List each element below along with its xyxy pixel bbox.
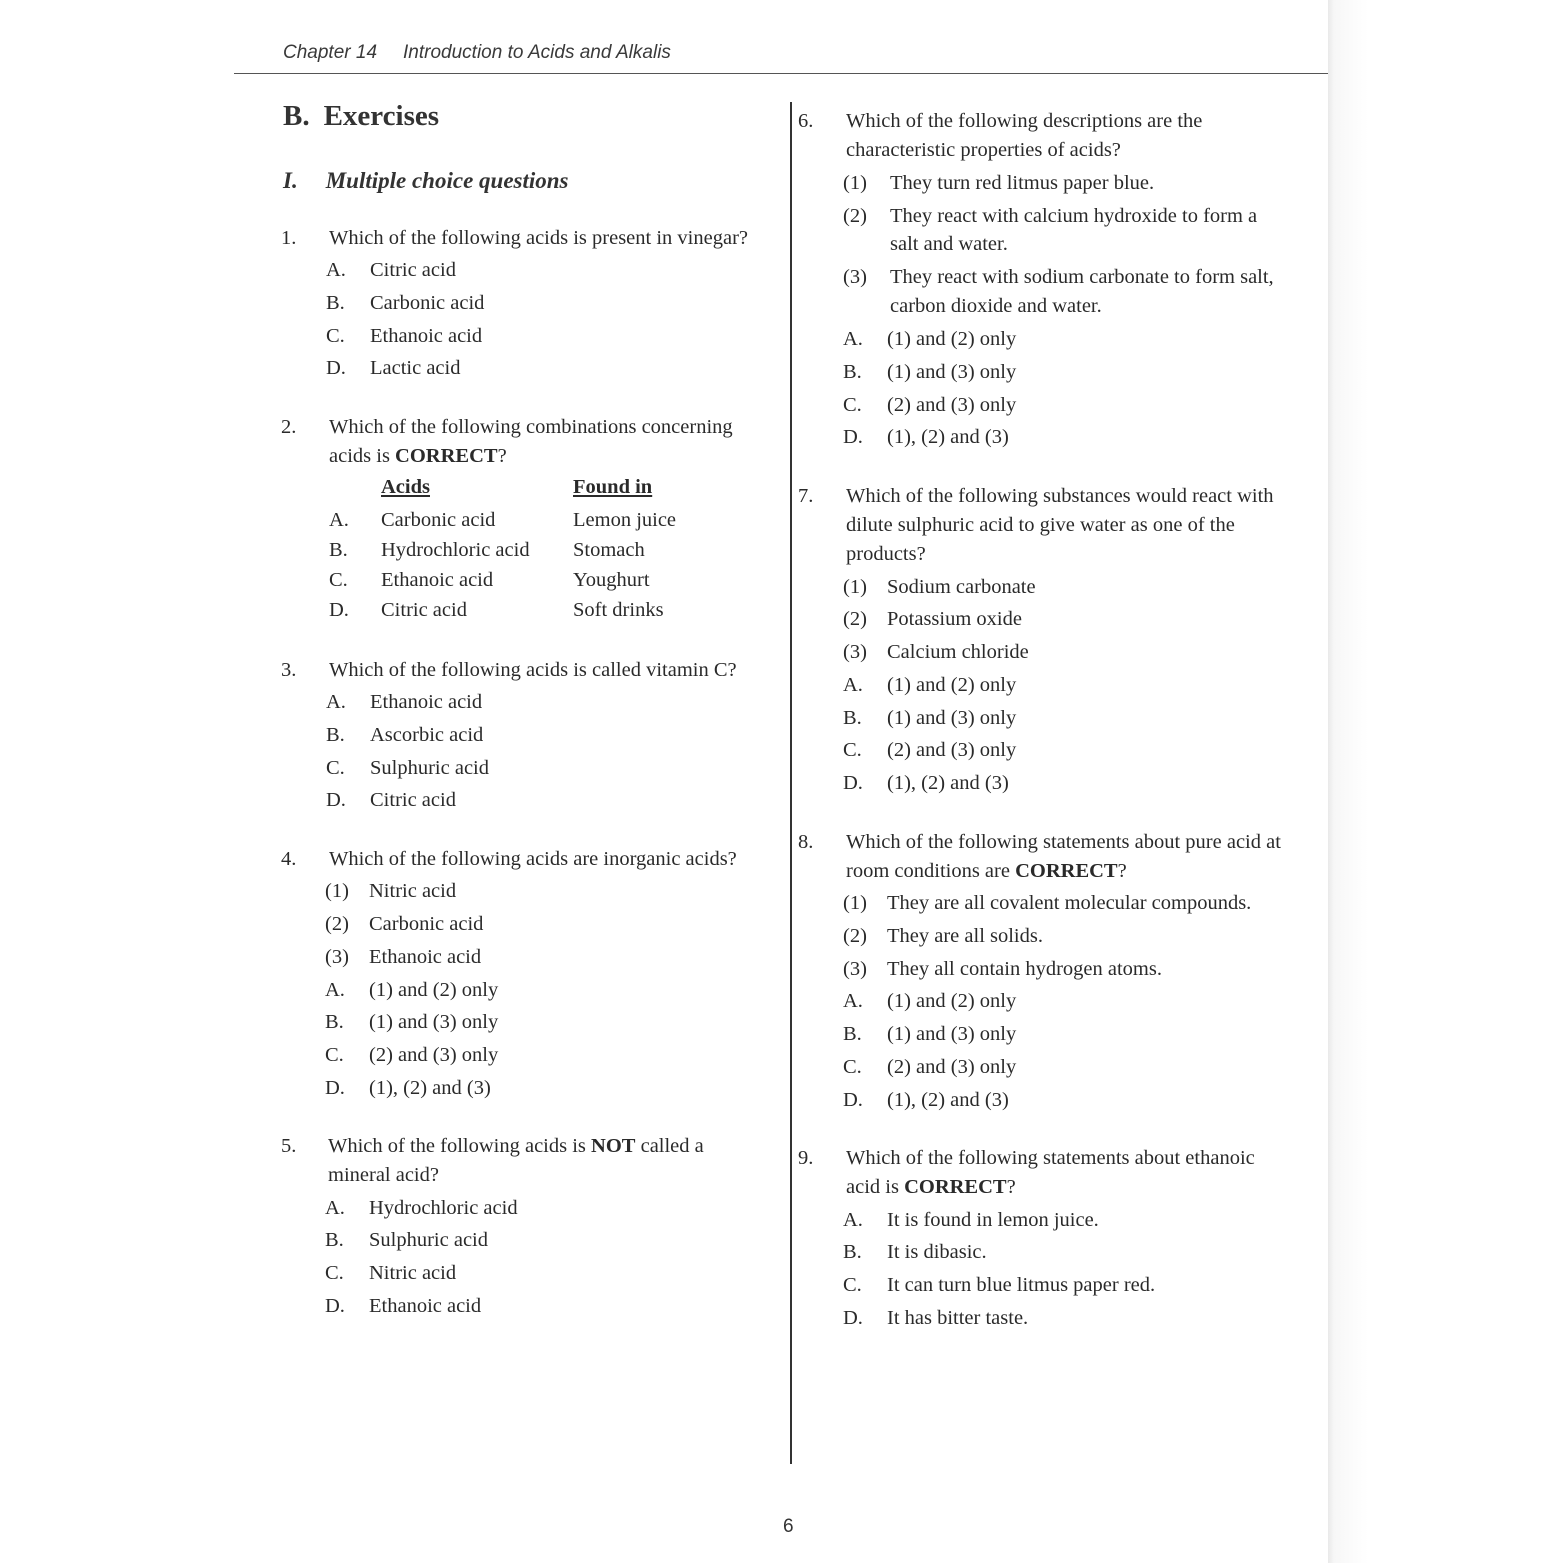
option-label: C.: [326, 325, 345, 347]
statement-text: Potassium oxide: [887, 608, 1022, 630]
option-text: (1) and (2) only: [887, 328, 1017, 350]
option-text: Lactic acid: [370, 357, 461, 379]
column-header-found-in: Found in: [573, 476, 653, 498]
option-label: B.: [325, 1011, 344, 1033]
option-label: C.: [843, 739, 862, 761]
statement-text: Ethanoic acid: [369, 946, 482, 968]
option-label: D.: [326, 357, 346, 379]
option-text: (2) and (3) only: [887, 1056, 1017, 1078]
option-text: Nitric acid: [369, 1262, 457, 1284]
statement-label: (1): [843, 172, 867, 194]
section-title-text: Exercises: [323, 100, 440, 132]
statement-label: (3): [843, 266, 867, 288]
option-acid: Hydrochloric acid: [381, 539, 530, 561]
option-found-in: Youghurt: [573, 569, 650, 591]
option-text: (1) and (2) only: [369, 979, 499, 1001]
column-divider: [790, 102, 792, 1464]
option-text: Ethanoic acid: [370, 691, 483, 713]
statement-text: Sodium carbonate: [887, 576, 1036, 598]
option-label: C.: [329, 569, 348, 591]
header-title: Introduction to Acids and Alkalis: [403, 42, 671, 63]
option-label: D.: [843, 426, 863, 448]
question-number: 9.: [798, 1147, 814, 1169]
option-text: Citric acid: [370, 259, 456, 281]
question-text-line2: dilute sulphuric acid to give water as one of the: [846, 514, 1235, 536]
statement-text: Carbonic acid: [369, 913, 484, 935]
statement-label: (3): [843, 958, 867, 980]
statement-text-line1: They react with sodium carbonate to form salt,: [890, 266, 1274, 288]
question-text-line1: Which of the following acids is NOT called a: [328, 1135, 704, 1157]
question-number: 1.: [281, 227, 297, 249]
question-text-line2: acid is CORRECT?: [846, 1176, 1016, 1198]
option-text: Hydrochloric acid: [369, 1197, 518, 1219]
question-text-line2: acids is CORRECT?: [329, 445, 507, 467]
option-label: A.: [843, 674, 863, 696]
question-number: 4.: [281, 848, 297, 870]
page-number: 6: [783, 1516, 794, 1537]
option-label: C.: [325, 1262, 344, 1284]
option-text: Citric acid: [370, 789, 456, 811]
option-text: It can turn blue litmus paper red.: [887, 1274, 1156, 1296]
option-label: B.: [843, 361, 862, 383]
option-label: D.: [329, 599, 349, 621]
header-rule: [234, 73, 1328, 74]
statement-label: (1): [843, 576, 867, 598]
option-label: B.: [843, 707, 862, 729]
statement-label: (2): [843, 205, 867, 227]
statement-label: (1): [843, 892, 867, 914]
option-text: Sulphuric acid: [370, 757, 489, 779]
option-text: Ethanoic acid: [370, 325, 483, 347]
option-label: A.: [843, 328, 863, 350]
header-chapter: Chapter 14: [283, 42, 378, 63]
option-text: (2) and (3) only: [369, 1044, 499, 1066]
option-text: (1), (2) and (3): [887, 1089, 1009, 1111]
question-text-line1: Which of the following statements about pure acid at: [846, 831, 1281, 853]
option-label: B.: [843, 1241, 862, 1263]
option-label: D.: [843, 1307, 863, 1329]
option-label: D.: [325, 1295, 345, 1317]
emphasis-correct: CORRECT: [904, 1176, 1007, 1198]
option-text: (1), (2) and (3): [887, 772, 1009, 794]
running-header: [283, 42, 671, 64]
question-text-line1: Which of the following substances would react with: [846, 485, 1274, 507]
option-label: A.: [843, 990, 863, 1012]
column-header-acids: Acids: [381, 476, 430, 498]
option-text: (1), (2) and (3): [887, 426, 1009, 448]
question-text-line2: room conditions are CORRECT?: [846, 860, 1127, 882]
option-text: Sulphuric acid: [369, 1229, 488, 1251]
statement-text: They turn red litmus paper blue.: [890, 172, 1155, 194]
option-label: A.: [326, 691, 346, 713]
statement-label: (2): [843, 925, 867, 947]
question-number: 2.: [281, 416, 297, 438]
option-text: (1) and (2) only: [887, 674, 1017, 696]
question-text: Which of the following acids is present in vinegar?: [329, 227, 748, 249]
option-text: It is dibasic.: [887, 1241, 987, 1263]
page-edge-shadow: [1328, 0, 1563, 1563]
option-found-in: Soft drinks: [573, 599, 664, 621]
option-text: (2) and (3) only: [887, 739, 1017, 761]
option-text: (1) and (2) only: [887, 990, 1017, 1012]
question-text-line3: products?: [846, 543, 926, 565]
statement-text-line1: They react with calcium hydroxide to form a: [890, 205, 1258, 227]
subsection-numeral: I.: [283, 168, 298, 193]
option-label: A.: [326, 259, 346, 281]
option-label: D.: [843, 1089, 863, 1111]
option-acid: Ethanoic acid: [381, 569, 494, 591]
statement-label: (3): [843, 641, 867, 663]
statement-text-line2: salt and water.: [890, 233, 1008, 255]
question-text: Which of the following acids is called vitamin C?: [329, 659, 737, 681]
subsection-title: [283, 168, 569, 194]
option-text: Carbonic acid: [370, 292, 485, 314]
statement-label: (3): [325, 946, 349, 968]
option-label: A.: [325, 979, 345, 1001]
option-label: B.: [329, 539, 348, 561]
question-text-line1: Which of the following descriptions are the: [846, 110, 1203, 132]
statement-label: (1): [325, 880, 349, 902]
option-label: B.: [325, 1229, 344, 1251]
statement-text-line2: carbon dioxide and water.: [890, 295, 1102, 317]
option-text: Ascorbic acid: [370, 724, 484, 746]
option-label: A.: [329, 509, 349, 531]
statement-text: Calcium chloride: [887, 641, 1029, 663]
option-label: C.: [843, 394, 862, 416]
option-found-in: Lemon juice: [573, 509, 677, 531]
statement-label: (2): [843, 608, 867, 630]
option-text: (1) and (3) only: [369, 1011, 499, 1033]
statement-text: They are all covalent molecular compounds.: [887, 892, 1252, 914]
question-text-line2: mineral acid?: [328, 1164, 439, 1186]
question-number: 8.: [798, 831, 814, 853]
emphasis-correct: CORRECT: [1015, 860, 1118, 882]
option-text: (1) and (3) only: [887, 707, 1017, 729]
option-label: D.: [326, 789, 346, 811]
subsection-title-text: Multiple choice questions: [325, 168, 569, 193]
question-number: 3.: [281, 659, 297, 681]
option-found-in: Stomach: [573, 539, 645, 561]
question-number: 7.: [798, 485, 814, 507]
question-number: 6.: [798, 110, 814, 132]
option-acid: Carbonic acid: [381, 509, 496, 531]
option-label: B.: [843, 1023, 862, 1045]
question-number: 5.: [281, 1135, 297, 1157]
option-label: B.: [326, 292, 345, 314]
option-label: B.: [326, 724, 345, 746]
option-text: (1) and (3) only: [887, 361, 1017, 383]
emphasis-correct: CORRECT: [395, 445, 498, 467]
section-letter: B.: [283, 100, 310, 132]
section-title: [283, 100, 439, 133]
option-label: C.: [843, 1274, 862, 1296]
question-text-line2: characteristic properties of acids?: [846, 139, 1121, 161]
statement-text: They are all solids.: [887, 925, 1043, 947]
question-text: Which of the following acids are inorganic acids?: [329, 848, 737, 870]
option-label: A.: [325, 1197, 345, 1219]
option-text: It is found in lemon juice.: [887, 1209, 1099, 1231]
question-text-line1: Which of the following statements about ethanoic: [846, 1147, 1255, 1169]
option-text: (1) and (3) only: [887, 1023, 1017, 1045]
option-label: C.: [843, 1056, 862, 1078]
question-text-line1: Which of the following combinations concerning: [329, 416, 733, 438]
statement-text: Nitric acid: [369, 880, 457, 902]
option-label: D.: [843, 772, 863, 794]
option-acid: Citric acid: [381, 599, 467, 621]
option-label: A.: [843, 1209, 863, 1231]
statement-label: (2): [325, 913, 349, 935]
emphasis-not: NOT: [591, 1135, 636, 1157]
option-text: Ethanoic acid: [369, 1295, 482, 1317]
option-label: C.: [326, 757, 345, 779]
option-label: D.: [325, 1077, 345, 1099]
option-text: (1), (2) and (3): [369, 1077, 491, 1099]
option-text: It has bitter taste.: [887, 1307, 1029, 1329]
statement-text: They all contain hydrogen atoms.: [887, 958, 1162, 980]
option-label: C.: [325, 1044, 344, 1066]
option-text: (2) and (3) only: [887, 394, 1017, 416]
